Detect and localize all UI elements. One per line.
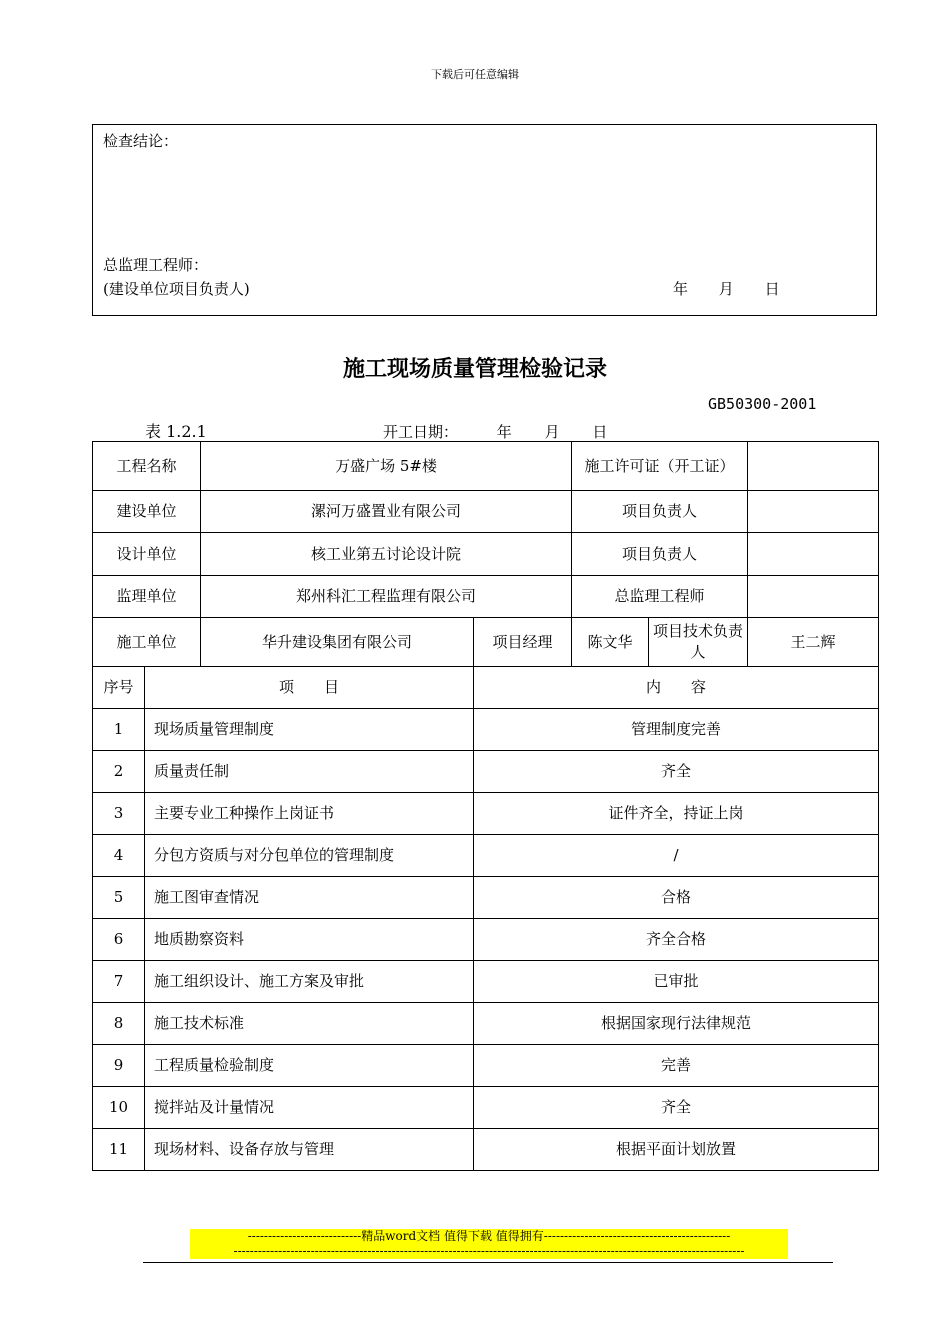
owner-unit-value: 漯河万盛置业有限公司	[201, 491, 572, 533]
item-content: /	[474, 835, 879, 877]
row-items-header	[93, 667, 879, 709]
construction-unit-label: 施工单位	[93, 618, 201, 667]
project-manager-label: 项目经理	[474, 618, 572, 667]
row-construction-unit	[93, 618, 879, 667]
item-name: 工程质量检验制度	[145, 1045, 474, 1087]
footer-line-2: ------------------------------------------------------------------------------------------------------------------------------	[233, 1244, 745, 1258]
table-row	[93, 1087, 879, 1129]
table-row	[93, 1129, 879, 1171]
row-project-name	[93, 442, 879, 491]
project-manager-value: 陈文华	[572, 618, 649, 667]
permit-value	[748, 442, 879, 491]
header-item: 项 目	[145, 667, 474, 709]
date-day: 日	[764, 280, 780, 298]
supervision-unit-label: 监理单位	[93, 576, 201, 618]
design-pm-value	[748, 533, 879, 576]
item-no: 10	[93, 1087, 145, 1129]
start-date-day: 日	[592, 423, 608, 441]
construction-unit-value: 华升建设集团有限公司	[201, 618, 474, 667]
item-no: 4	[93, 835, 145, 877]
design-unit-value: 核工业第五讨论设计院	[201, 533, 572, 576]
item-no: 7	[93, 961, 145, 1003]
item-content: 根据国家现行法律规范	[474, 1003, 879, 1045]
start-date	[383, 421, 607, 442]
permit-label: 施工许可证（开工证）	[572, 442, 748, 491]
header-note: 下载后可任意编辑	[431, 68, 519, 81]
project-name-label: 工程名称	[93, 442, 201, 491]
design-unit-label: 设计单位	[93, 533, 201, 576]
table-row	[93, 835, 879, 877]
owner-unit-label: 建设单位	[93, 491, 201, 533]
owner-pm-value	[748, 491, 879, 533]
row-design-unit	[93, 533, 879, 576]
table-number: 表 1.2.1	[145, 422, 207, 441]
item-name: 地质勘察资料	[145, 919, 474, 961]
design-pm-label: 项目负责人	[572, 533, 748, 576]
item-name: 现场材料、设备存放与管理	[145, 1129, 474, 1171]
table-row	[93, 1003, 879, 1045]
row-supervision-unit	[93, 576, 879, 618]
header-content: 内 容	[474, 667, 879, 709]
header-no: 序号	[93, 667, 145, 709]
footer-rule	[143, 1262, 833, 1263]
item-name: 现场质量管理制度	[145, 709, 474, 751]
start-date-month: 月	[544, 423, 560, 441]
standard-code: GB50300-2001	[708, 395, 817, 413]
owner-pm-label: 项目负责人	[572, 491, 748, 533]
form-title: 施工现场质量管理检验记录	[342, 357, 607, 382]
table-row	[93, 709, 879, 751]
item-content: 管理制度完善	[474, 709, 879, 751]
table-row	[93, 1045, 879, 1087]
table-row	[93, 919, 879, 961]
item-name: 施工组织设计、施工方案及审批	[145, 961, 474, 1003]
conclusion-date	[673, 278, 806, 299]
item-no: 8	[93, 1003, 145, 1045]
footer-banner	[190, 1229, 788, 1259]
tech-lead-label: 项目技术负责人	[649, 618, 748, 667]
item-name: 搅拌站及计量情况	[145, 1087, 474, 1129]
table-row	[93, 877, 879, 919]
tech-lead-value: 王二辉	[748, 618, 879, 667]
item-no: 9	[93, 1045, 145, 1087]
item-content: 齐全	[474, 1087, 879, 1129]
item-content: 完善	[474, 1045, 879, 1087]
start-date-year: 年	[496, 423, 512, 441]
item-name: 施工技术标准	[145, 1003, 474, 1045]
item-name: 质量责任制	[145, 751, 474, 793]
table-row	[93, 793, 879, 835]
inspection-conclusion-box	[92, 124, 877, 316]
date-year: 年	[673, 280, 689, 298]
table-row	[93, 751, 879, 793]
item-name: 施工图审查情况	[145, 877, 474, 919]
chief-engineer-label: 总监理工程师	[572, 576, 748, 618]
item-content: 根据平面计划放置	[474, 1129, 879, 1171]
chief-engineer-value	[748, 576, 879, 618]
item-content: 已审批	[474, 961, 879, 1003]
item-no: 5	[93, 877, 145, 919]
item-content: 齐全	[474, 751, 879, 793]
item-no: 1	[93, 709, 145, 751]
item-content: 证件齐全，持证上岗	[474, 793, 879, 835]
project-name-value: 万盛广场 5#楼	[201, 442, 572, 491]
start-date-label: 开工日期：	[383, 423, 459, 441]
row-owner-unit	[93, 491, 879, 533]
item-no: 6	[93, 919, 145, 961]
item-no: 11	[93, 1129, 145, 1171]
item-content: 齐全合格	[474, 919, 879, 961]
item-content: 合格	[474, 877, 879, 919]
items-body	[93, 709, 879, 1171]
item-name: 主要专业工种操作上岗证书	[145, 793, 474, 835]
table-row	[93, 961, 879, 1003]
date-month: 月	[718, 280, 734, 298]
owner-responsible-label: (建设单位项目负责人)	[103, 280, 250, 298]
item-no: 2	[93, 751, 145, 793]
conclusion-label: 检查结论：	[103, 132, 179, 150]
item-name: 分包方资质与对分包单位的管理制度	[145, 835, 474, 877]
footer-line-1: ----------------------------精品word文档 值得下载 值得拥有----------------------------------------------	[247, 1229, 731, 1243]
item-no: 3	[93, 793, 145, 835]
quality-management-table	[92, 441, 879, 1171]
supervision-unit-value: 郑州科汇工程监理有限公司	[201, 576, 572, 618]
chief-supervisor-label: 总监理工程师：	[103, 256, 209, 274]
